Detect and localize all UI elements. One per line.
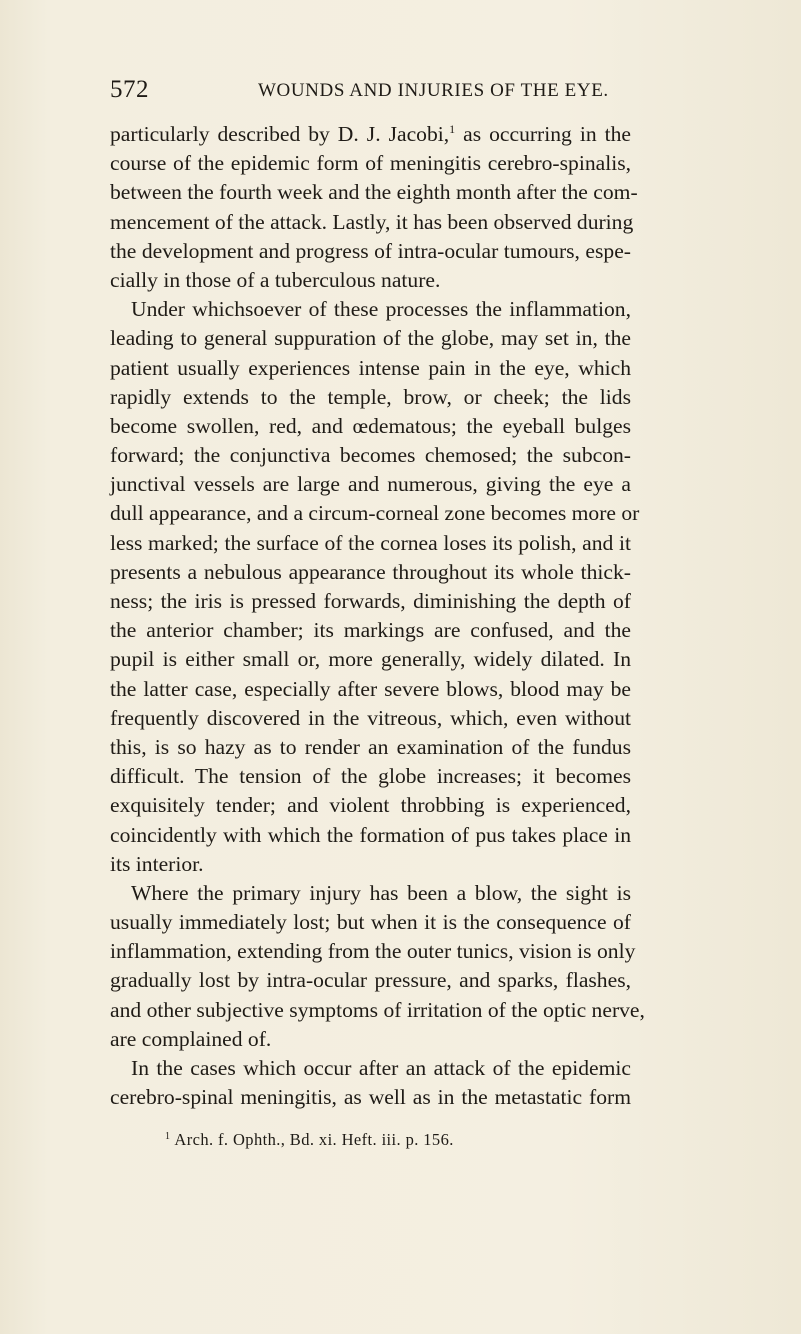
text-line: particularly described by D. J. Jacobi,$^1$ as occurring in the <box>110 122 631 146</box>
text-line: are complained of. <box>110 1026 272 1051</box>
text-line: gradually lost by intra-ocular pressure, and sparks, flashes, <box>110 968 631 993</box>
text-line: cially in those of a tuberculous nature. <box>110 267 441 292</box>
text-line: presents a nebulous appearance throughout its whole thick- <box>110 559 631 584</box>
paragraph-start: Where the primary injury has been a blow, the sight is <box>131 880 631 905</box>
text-line: leading to general suppuration of the globe, may set in, the <box>110 326 631 351</box>
text-line: frequently discovered in the vitreous, which, even without <box>110 705 631 730</box>
text-line: and other subjective symptoms of irritation of the optic nerve, <box>110 997 645 1022</box>
text-line: inflammation, extending from the outer tunics, vision is only <box>110 939 636 964</box>
footnote-marker: 1 <box>165 1131 171 1142</box>
text-line: the development and progress of intra-ocular tumours, espe- <box>110 238 631 263</box>
running-title: WOUNDS AND INJURIES OF THE EYE. <box>258 80 609 101</box>
footnote-reference[interactable]: 1 <box>449 122 456 136</box>
footnote-text: Arch. f. Ophth., Bd. xi. Heft. iii. p. 156. <box>174 1130 454 1149</box>
page-number: 572 <box>110 76 149 103</box>
paragraph-start: Under whichsoever of these processes the inflammation, <box>131 297 631 322</box>
text-line: forward; the conjunctiva becomes chemosed; the subcon- <box>110 443 631 468</box>
text-line: exquisitely tender; and violent throbbing is experienced, <box>110 793 631 818</box>
text-line: cerebro-spinal meningitis, as well as in the metastatic form <box>110 1085 631 1110</box>
paragraph-start: In the cases which occur after an attack of the epidemic <box>131 1056 631 1080</box>
body-text <box>110 120 645 1112</box>
text-line: the latter case, especially after severe blows, blood may be <box>110 676 631 701</box>
text-line: its interior. <box>110 851 204 876</box>
text-line: patient usually experiences intense pain in the eye, which <box>110 355 631 380</box>
text-line: pupil is either small or, more generally, widely dilated. In <box>110 647 631 672</box>
text-line: usually immediately lost; but when it is the consequence of <box>110 910 631 935</box>
text-line: mencement of the attack. Lastly, it has been observed during <box>110 209 634 234</box>
text-line: dull appearance, and a circum-corneal zone becomes more or <box>110 501 640 526</box>
page-header <box>110 76 630 106</box>
text-line: rapidly extends to the temple, brow, or cheek; the lids <box>110 384 631 409</box>
text-line: ness; the iris is pressed forwards, diminishing the depth of <box>110 589 631 613</box>
footnote <box>165 1130 454 1150</box>
text-line: the anterior chamber; its markings are confused, and the <box>110 618 631 643</box>
text-line: between the fourth week and the eighth month after the com- <box>110 180 638 205</box>
text-line: this, is so hazy as to render an examination of the fundus <box>110 734 631 759</box>
text-line: coincidently with which the formation of pus takes place in <box>110 822 631 847</box>
text-line: less marked; the surface of the cornea loses its polish, and it <box>110 530 631 555</box>
text-line: course of the epidemic form of meningitis cerebro-spinalis, <box>110 151 631 176</box>
text-line: junctival vessels are large and numerous, giving the eye a <box>110 472 631 497</box>
text-line: difficult. The tension of the globe increases; it becomes <box>110 764 631 789</box>
text-line: become swollen, red, and œdematous; the eyeball bulges <box>110 413 631 438</box>
